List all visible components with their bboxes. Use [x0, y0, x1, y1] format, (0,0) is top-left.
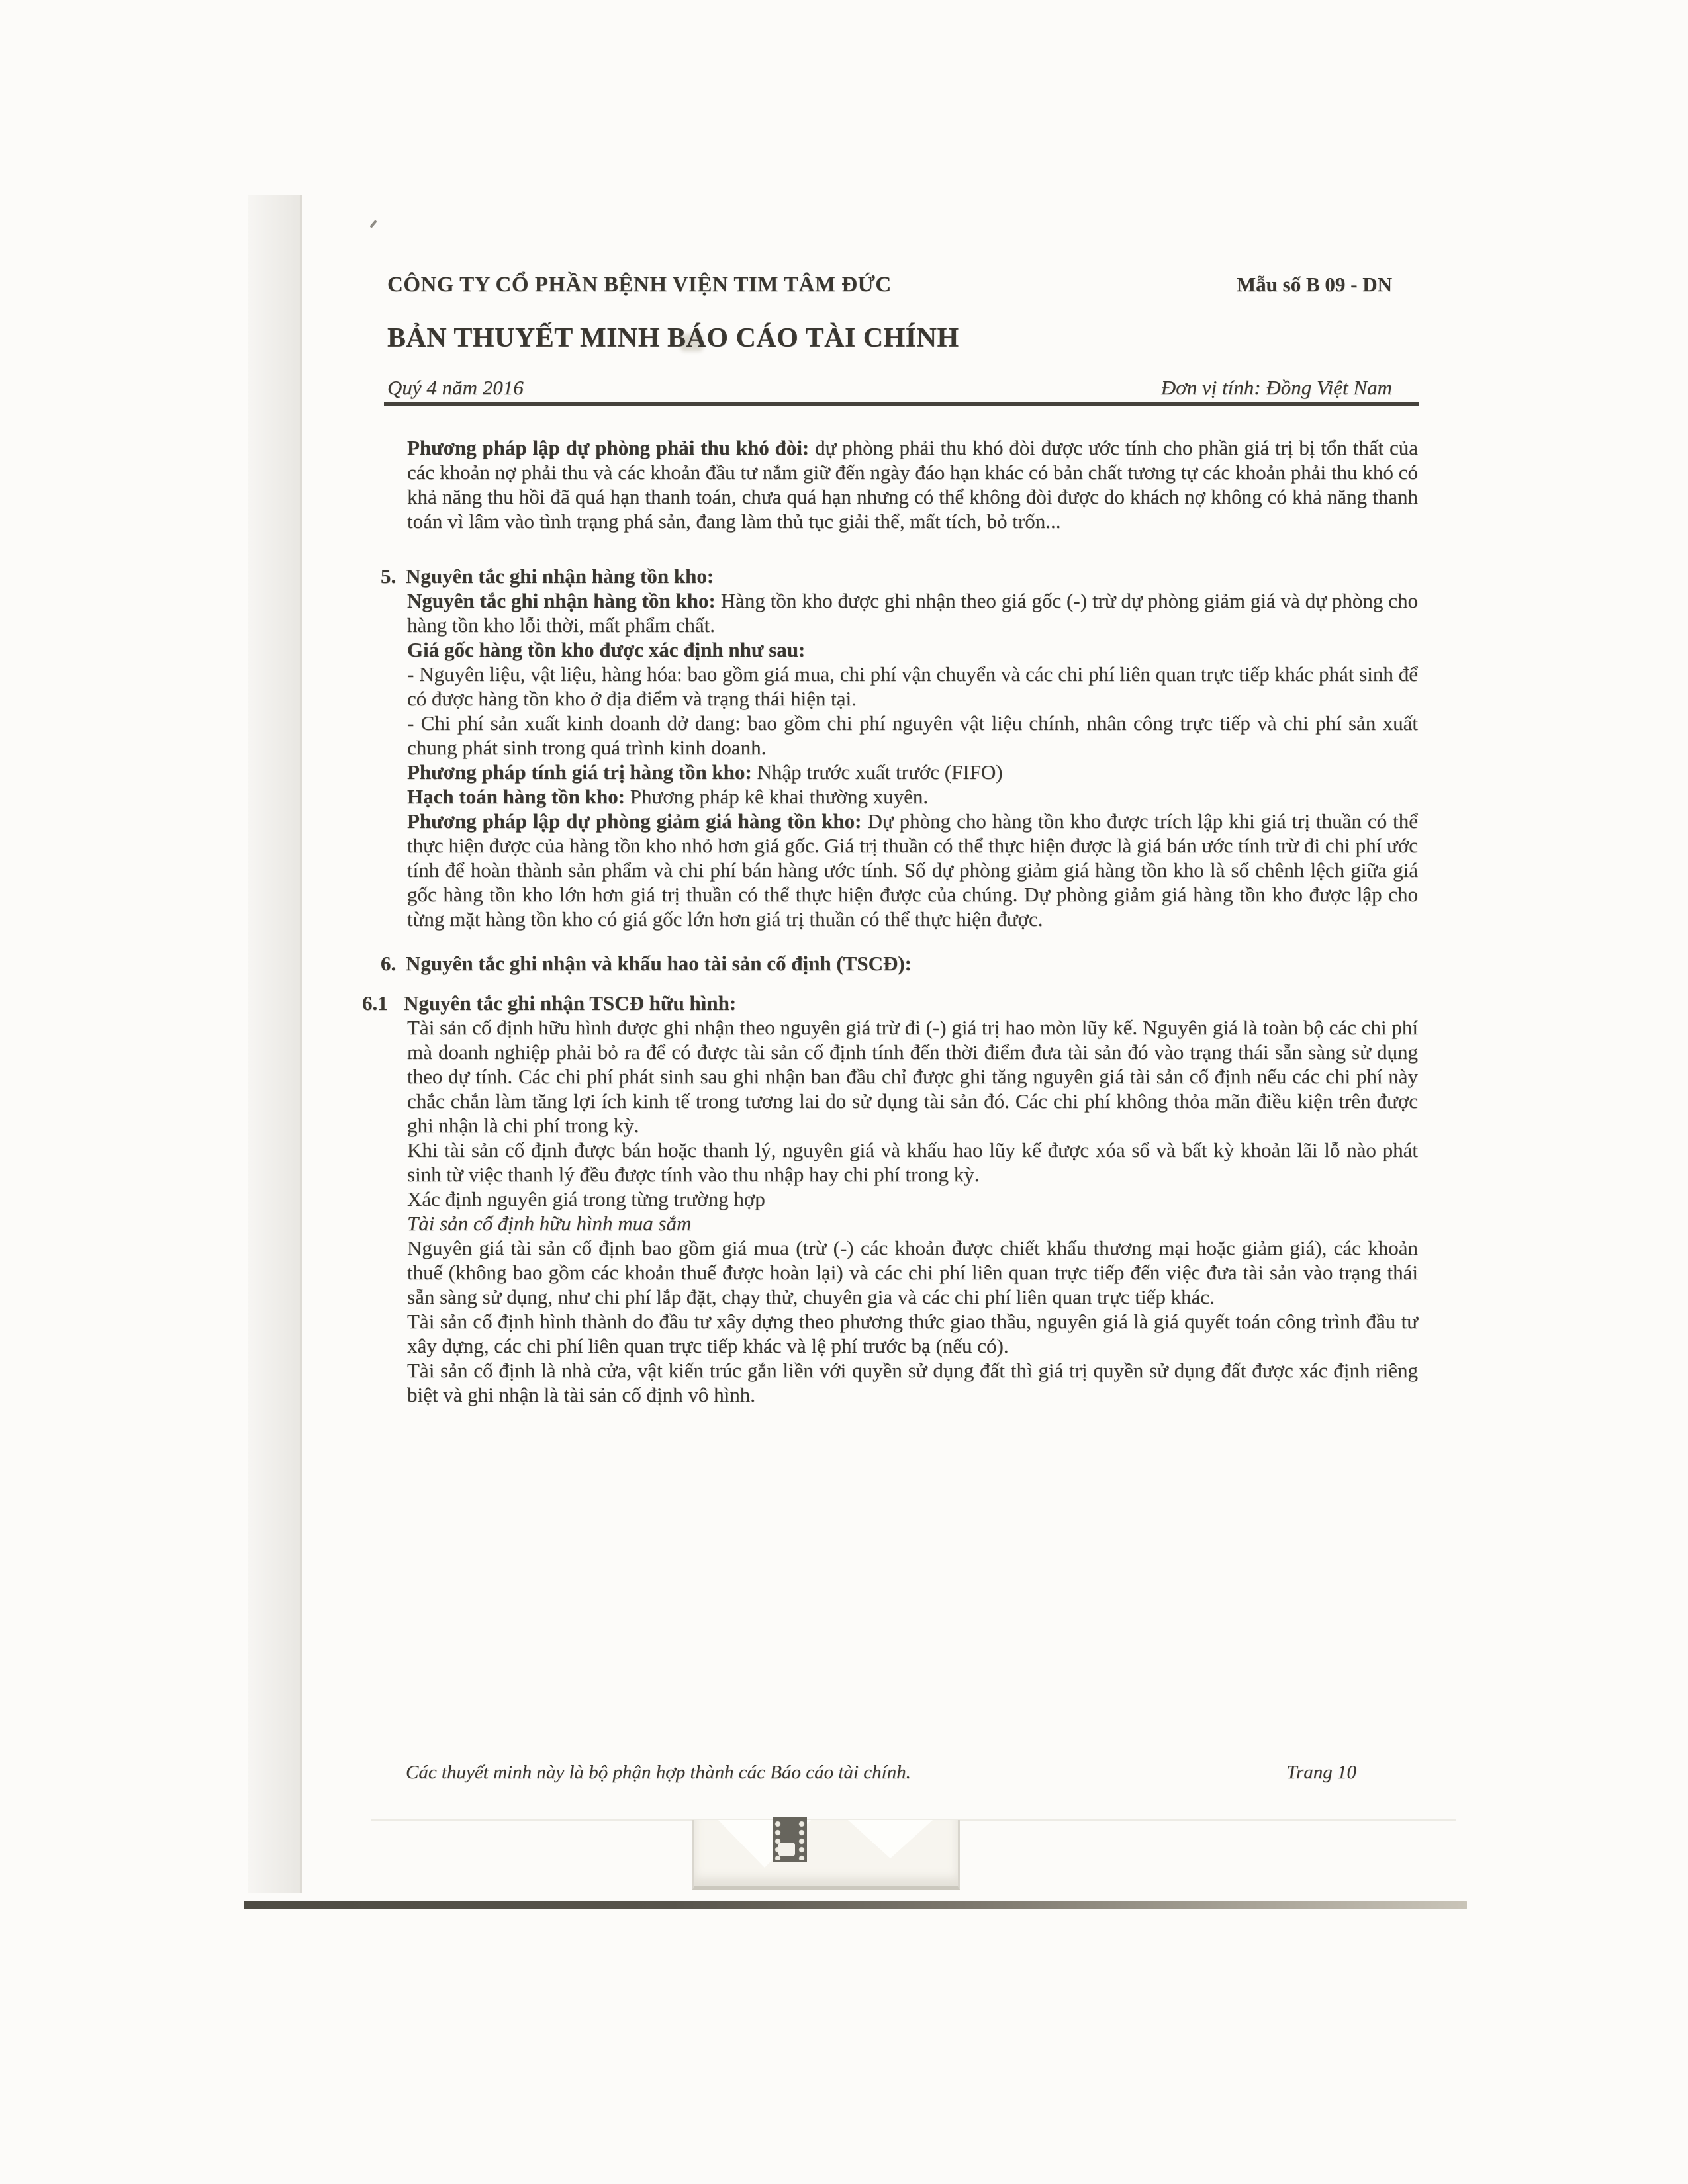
section-title: Nguyên tắc ghi nhận và khấu hao tài sản cố định (TSCĐ): [406, 952, 912, 975]
page-footer [387, 1762, 1420, 1784]
scanner-edge-bar [244, 1901, 1467, 1909]
line-cost-determination: Xác định nguyên giá trong từng trường hợp [407, 1187, 765, 1210]
section-number: 5. [381, 565, 397, 588]
scan-artifact-filmstrip [773, 1817, 807, 1862]
section-number: 6.1 [362, 991, 388, 1015]
report-period: Quý 4 năm 2016 [387, 376, 524, 399]
para-fa-construction: Tài sản cố định hình thành do đầu tư xây dựng theo phương thức giao thầu, nguyên giá là giá quyết toán công trình đầu tư xây dựng, các chi phí liên quan trực tiếp khác và lệ phí trước bạ (nếu có). [407, 1310, 1418, 1357]
para-text: dự phòng phải thu khó đòi được ước tính cho phần giá trị bị tổn thất của các khoản nợ phải thu và các khoản đầu tư nắm giữ đến ngày đáo hạn khác có bản chất tương tự các khoản phải thu khó có khả năng thu hồi đã quá hạn thanh toán, chưa quá hạn nhưng có thể không đòi được do khách nợ không có khả năng thanh toán vì lâm vào tình trạng phá sản, đang làm thủ tục giải thể, mất tích, bỏ trốn... [407, 436, 1419, 533]
para-bullet-materials: - Nguyên liệu, vật liệu, hàng hóa: bao gồm giá mua, chi phí vận chuyển và các chi phí liên quan trực tiếp khác phát sinh để có được hàng tồn kho ở địa điểm và trạng thái hiện tại. [407, 662, 1418, 710]
section-title: Nguyên tắc ghi nhận hàng tồn kho: [406, 565, 714, 588]
document-body [362, 435, 1419, 1407]
para-inventory-valuation-method [407, 760, 1418, 784]
section-heading-5 [381, 564, 1418, 588]
scan-artifact-clip [692, 1820, 960, 1890]
para-lead: Phương pháp lập dự phòng phải thu khó đòi: [407, 436, 810, 459]
para-tangible-fa-recognition: Tài sản cố định hữu hình được ghi nhận theo nguyên giá trừ đi (-) giá trị hao mòn lũy kế. Nguyên giá là toàn bộ các chi phí mà doanh nghiệp phải bỏ ra để có được tài sản cố định tính đến thời điểm đưa tài sản đó vào trạng thái sẵn sàng sử dụng theo dự tính. Các chi phí phát sinh sau ghi nhận ban đầu chỉ được ghi tăng nguyên giá tài sản cố định nếu các chi phí này chắc chắn làm tăng lợi ích kinh tế trong tương lai do sử dụng tài sản đó. Các chi phí không thỏa mãn điều kiện trên được ghi nhận là chi phí trong kỳ. [407, 1016, 1418, 1137]
para-bad-debt-provision [407, 435, 1418, 533]
para-fa-buildings-land: Tài sản cố định là nhà cửa, vật kiến trúc gắn liền với quyền sử dụng đất thì giá trị quyền sử dụng đất được xác định riêng biệt và ghi nhận là tài sản cố định vô hình. [407, 1359, 1418, 1406]
para-inventory-provision [407, 809, 1418, 931]
header-row [387, 273, 1420, 297]
para-lead: Phương pháp lập dự phòng giảm giá hàng tồn kho: [407, 809, 862, 833]
para-text: Dự phòng cho hàng tồn kho được trích lập khi giá trị thuần có thể thực hiện được của hàng tồn kho nhỏ hơn giá gốc. Giá trị thuần có thể thực hiện được là giá bán ước tính trừ đi chi phí ước tính để hoàn thành sản phẩm và chi phí bán hàng ước tính. Số dự phòng giảm giá hàng tồn kho là số chênh lệch giữa giá gốc hàng tồn kho lớn hơn giá trị thuần có thể thực hiện được của chúng. Dự phòng giảm giá hàng tồn kho được lập cho từng mặt hàng tồn kho có giá gốc lớn hơn giá trị thuần có thể thực hiện được. [407, 809, 1419, 931]
para-lead: Phương pháp tính giá trị hàng tồn kho: [407, 760, 752, 784]
para-lead: Nguyên tắc ghi nhận hàng tồn kho: [407, 589, 716, 612]
footer-note: Các thuyết minh này là bộ phận hợp thành các Báo cáo tài chính. [406, 1762, 911, 1783]
form-number: Mẫu số B 09 - DN [1236, 273, 1392, 296]
section-number: 6. [381, 952, 397, 975]
para-lead: Hạch toán hàng tồn kho: [407, 785, 626, 808]
para-inventory-accounting-method [407, 784, 1418, 809]
section-heading-6 [381, 951, 1418, 976]
subheader-row [387, 376, 1420, 400]
section-title: Nguyên tắc ghi nhận TSCĐ hữu hình: [404, 991, 737, 1015]
para-inventory-recognition [407, 588, 1418, 637]
header-rule [384, 402, 1419, 406]
para-text: Nhập trước xuất trước (FIFO) [757, 760, 1003, 784]
currency-unit-note: Đơn vị tính: Đồng Việt Nam [1160, 376, 1392, 399]
line-purchased-fa: Tài sản cố định hữu hình mua sắm [407, 1212, 692, 1235]
scan-artifact-hole [778, 1843, 795, 1856]
document-title: BẢN THUYẾT MINH BÁO CÁO TÀI CHÍNH [387, 323, 959, 353]
section-heading-6-1 [362, 991, 1418, 1015]
scan-artifact-fold [848, 1820, 933, 1858]
para-inventory-cost-intro: Giá gốc hàng tồn kho được xác định như sau: [407, 638, 806, 661]
scan-page-edge-shadow [248, 195, 302, 1893]
para-bullet-wip: - Chi phí sản xuất kinh doanh dở dang: bao gồm chi phí nguyên vật liệu chính, nhân công trực tiếp và chi phí sản xuất chung phát sinh trong quá trình kinh doanh. [407, 711, 1418, 759]
para-text: Hàng tồn kho được ghi nhận theo giá gốc (-) trừ dự phòng giảm giá và dự phòng cho hàng tồn kho lỗi thời, mất phẩm chất. [407, 589, 1419, 637]
para-fa-disposal: Khi tài sản cố định được bán hoặc thanh lý, nguyên giá và khấu hao lũy kế được xóa sổ và bất kỳ khoản lãi lỗ nào phát sinh từ việc thanh lý đều được tính vào thu nhập hay chi phí trong kỳ. [407, 1138, 1418, 1186]
page-number: Trang 10 [1286, 1762, 1356, 1783]
para-text: Phương pháp kê khai thường xuyên. [630, 785, 929, 808]
scan-speck [369, 220, 377, 228]
company-name: CÔNG TY CỔ PHẦN BỆNH VIỆN TIM TÂM ĐỨC [387, 273, 892, 296]
para-fa-cost-components: Nguyên giá tài sản cố định bao gồm giá mua (trừ (-) các khoản được chiết khấu thương mại hoặc giảm giá), các khoản thuế (không bao gồm các khoản thuế được hoàn lại) và các chi phí liên quan trực tiếp đến việc đưa tài sản vào trạng thái sẵn sàng sử dụng, như chi phí lắp đặt, chạy thử, chuyên gia và các chi phí liên quan trực tiếp khác. [407, 1236, 1418, 1308]
